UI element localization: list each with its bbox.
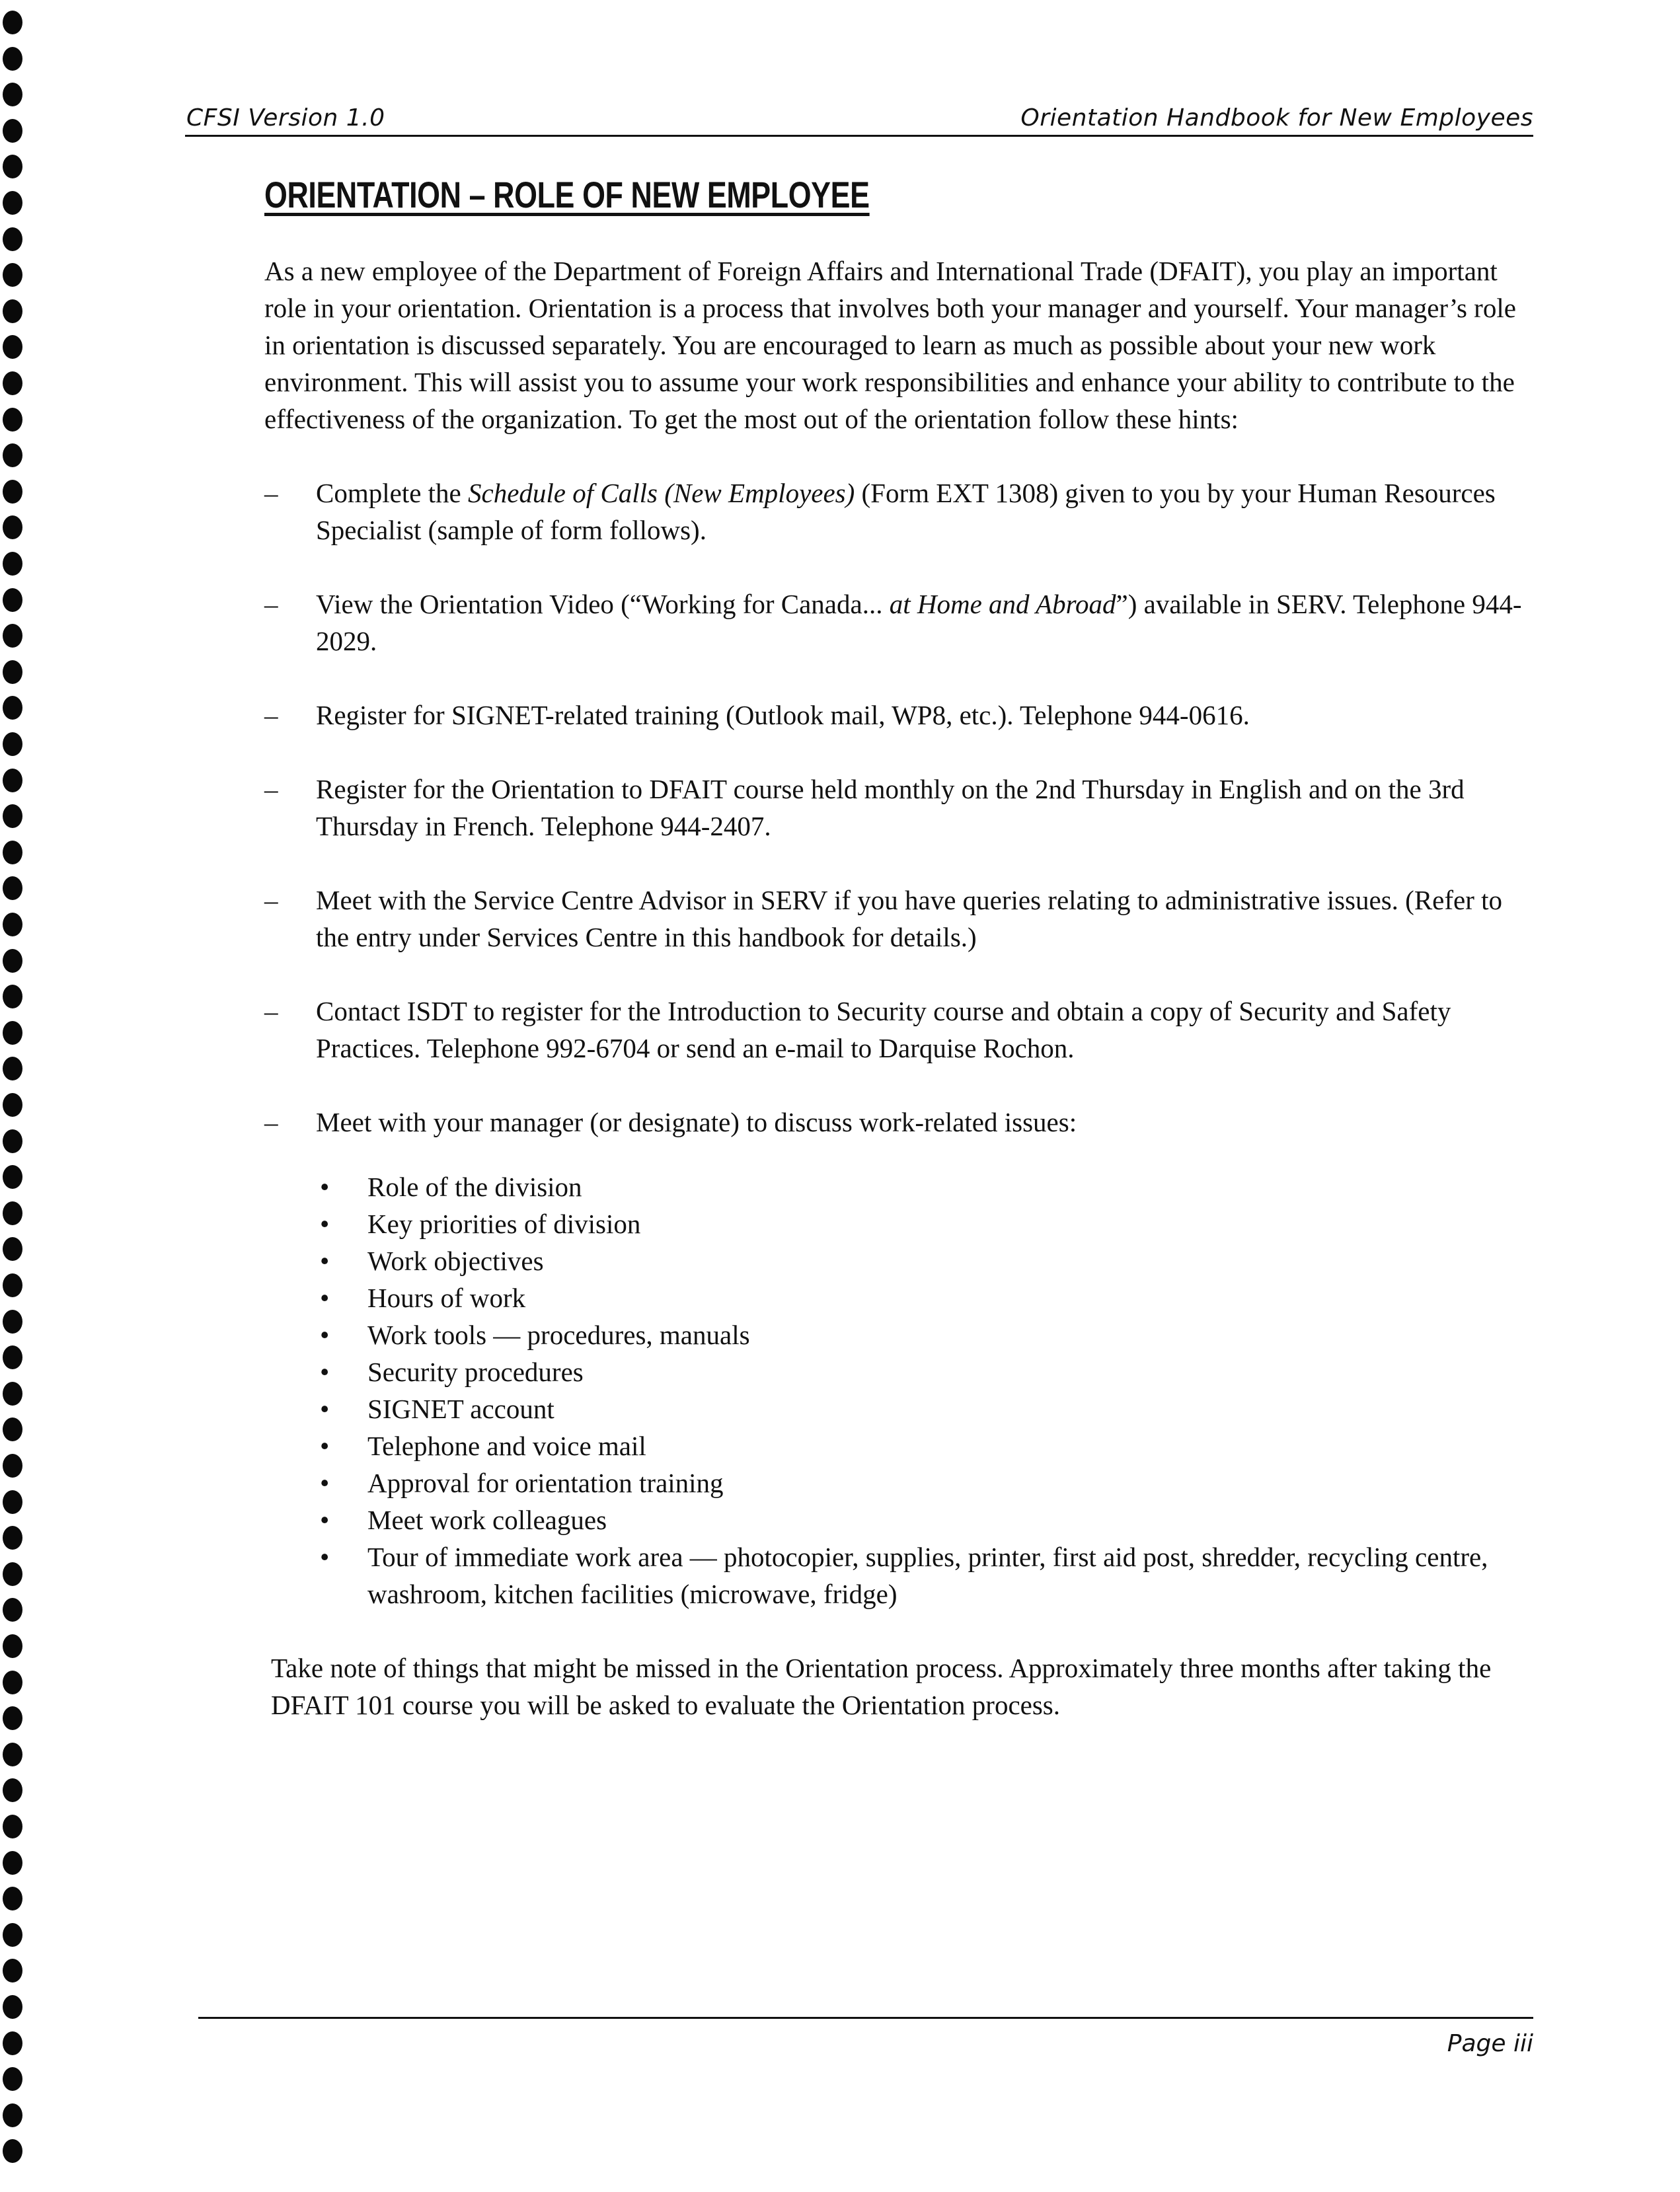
hint-text: View the Orientation Video (“Working for Canada... [316,589,890,619]
list-item: • Approval for orientation training [316,1464,1533,1501]
hint-text: Contact ISDT to register for the Introduction to Security course and obtain a copy of Security and Safety Practices. Telephone 992-6704 or send an e-mail to Darquise Rochon. [316,996,1451,1063]
binding-hole [3,1815,22,1838]
dash-marker: – [264,1107,278,1137]
bullet-marker: • [320,1172,330,1202]
binding-hole [3,2139,22,2163]
hint-orientation-video [264,586,1533,660]
main-content [264,252,1533,1723]
binding-hole [3,552,22,576]
hint-service-centre [264,882,1533,956]
intro-paragraph: As a new employee of the Department of Foreign Affairs and International Trade (DFAIT), you play an important role in your orientation. Orientation is a process that involves both your manager and yourself. Your manager’s role in orientation is discussed separately. You are encouraged to learn as much as possible about your new work environment. This will assist you to assume your work responsibilities and enhance your ability to contribute to the effectiveness of the organization. To get the most out of the orientation follow these hints: [264,256,1516,434]
binding-hole [3,1706,22,1730]
hint-meet-manager [264,1104,1533,1141]
binding-hole [3,696,22,720]
dash-marker: – [264,478,278,508]
hint-text: Register for SIGNET-related training (Outlook mail, WP8, etc.). Telephone 944-0616. [316,700,1250,730]
binding-hole [3,119,22,143]
list-item: • Work objectives [316,1242,1533,1279]
hint-security-course [264,993,1533,1067]
binding-hole [3,83,22,106]
binding-hole [3,1671,22,1694]
binding-hole [3,841,22,864]
work-issues-list [316,1168,1533,1612]
binding-hole [3,1778,22,1802]
list-item: • Key priorities of division [316,1205,1533,1242]
binding-hole [3,408,22,432]
hint-text: Meet with your manager (or designate) to discuss work-related issues: [316,1107,1077,1137]
binding-hole [3,155,22,178]
binding-hole [3,1959,22,1983]
binding-hole [3,371,22,395]
binding-hole [3,1129,22,1153]
dash-marker: – [264,589,278,619]
list-item: • SIGNET account [316,1390,1533,1427]
binding-hole [3,624,22,648]
binding-hole [3,1021,22,1045]
dash-marker: – [264,885,278,915]
binding-hole [3,11,22,34]
bullet-marker: • [320,1246,330,1276]
list-item: • Meet work colleagues [316,1501,1533,1538]
binding-hole [3,588,22,612]
binding-hole [3,949,22,973]
binding-hole [3,2103,22,2127]
binding-hole [3,1526,22,1550]
bullet-marker: • [320,1505,330,1535]
binding-hole [3,1923,22,1947]
binding-hole [3,1201,22,1225]
binding-hole [3,985,22,1008]
binding-hole [3,480,22,504]
binding-hole [3,769,22,792]
hint-text: Meet with the Service Centre Advisor in SERV if you have queries relating to administrative issues. (Refer to the entry under Services Centre in this handbook for details.) [316,885,1503,952]
header-rule [185,135,1533,137]
binding-hole [3,1345,22,1369]
hint-italic-text: Schedule of Calls (New Employees) [468,478,855,508]
list-item: • Work tools — procedures, manuals [316,1316,1533,1353]
binding-hole [3,263,22,287]
binding-hole [3,1093,22,1117]
dash-marker: – [264,774,278,804]
list-item: • Tour of immediate work area — photocopier, supplies, printer, first aid post, shredder, recycling centre, washroom, kitchen facilities (microwave, fridge) [316,1538,1533,1612]
binding-hole [3,1057,22,1080]
binding-hole [3,876,22,900]
bullet-marker: • [320,1431,330,1461]
binding-hole [3,1634,22,1658]
binding-hole [3,299,22,323]
bullet-marker: • [320,1209,330,1239]
binding-hole [3,1598,22,1622]
dash-marker: – [264,700,278,730]
binding-hole [3,1851,22,1875]
header-version: CFSI Version 1.0 [186,104,385,132]
hint-schedule-of-calls [264,474,1533,548]
binding-hole [3,1995,22,2019]
binding-hole [3,47,22,71]
binding-hole [3,335,22,359]
hint-text: (Form EXT 1308) given to you by your Human Resources Specialist (sample of form follows). [316,478,1496,545]
binding-hole [3,191,22,215]
binding-hole [3,1743,22,1766]
hint-text: ”) available in SERV. Telephone 944-2029. [316,589,1522,656]
hint-text: Register for the Orientation to DFAIT course held monthly on the 2nd Thursday in English and on the 3rd Thursday in French. Telephone 944-2407. [316,774,1465,841]
hint-text: Complete the [316,478,469,508]
closing-paragraph: Take note of things that might be missed in the Orientation process. Approximately three months after taking the DFAIT 101 course you will be asked to evaluate the Orientation process. [271,1653,1492,1720]
binding-hole [3,1165,22,1189]
binding-hole [3,515,22,539]
binding-hole [3,913,22,936]
footer-rule [198,2017,1533,2019]
binding-hole [3,1562,22,1586]
binding-hole [3,1382,22,1406]
binding-hole [3,1454,22,1478]
binding-hole [3,1490,22,1514]
bullet-marker: • [320,1468,330,1498]
binding-hole [3,1887,22,1910]
binding-hole [3,660,22,684]
binding-hole [3,1417,22,1441]
list-item: • Hours of work [316,1279,1533,1316]
binding-hole [3,443,22,467]
binding-hole [3,1237,22,1261]
bullet-marker: • [320,1320,330,1350]
binding-holes [0,0,26,2192]
bullet-marker: • [320,1357,330,1387]
binding-hole [3,1310,22,1334]
bullet-marker: • [320,1394,330,1424]
page-title: ORIENTATION – ROLE OF NEW EMPLOYEE [264,174,870,215]
binding-hole [3,804,22,828]
binding-hole [3,732,22,756]
list-item: • Telephone and voice mail [316,1427,1533,1464]
dash-marker: – [264,996,278,1026]
binding-hole [3,227,22,251]
header-handbook-title: Orientation Handbook for New Employees [1020,104,1533,132]
hint-signet-training [264,697,1533,734]
hint-italic-text: at Home and Abroad [889,589,1116,619]
bullet-marker: • [320,1283,330,1313]
page-number: Page iii [1447,2030,1533,2057]
list-item: • Role of the division [316,1168,1533,1205]
binding-hole [3,2067,22,2091]
binding-hole [3,2031,22,2055]
bullet-marker: • [320,1542,330,1572]
list-item: • Security procedures [316,1353,1533,1390]
binding-hole [3,1273,22,1297]
hint-orientation-course [264,771,1533,845]
